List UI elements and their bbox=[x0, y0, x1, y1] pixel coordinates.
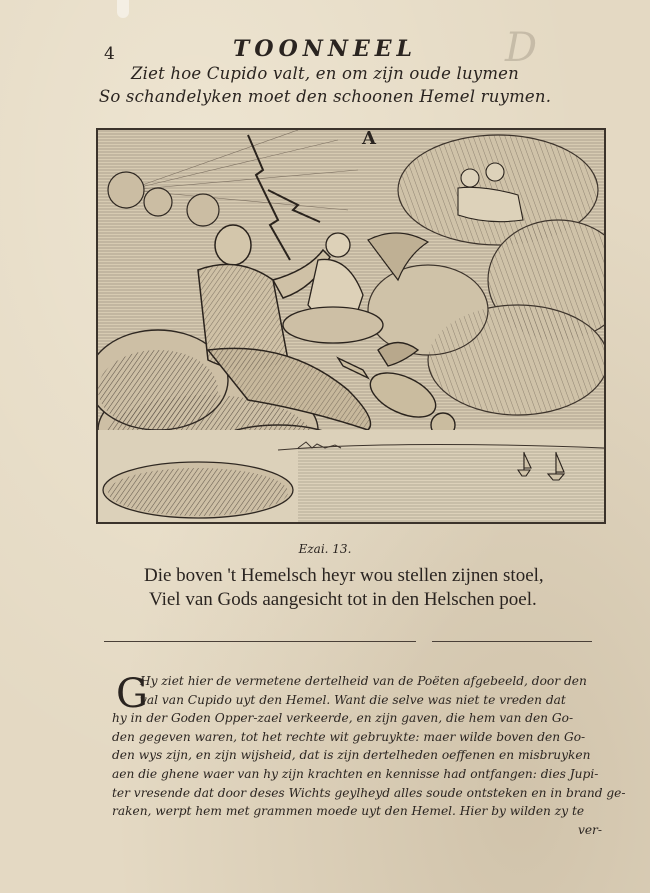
paper-tear bbox=[117, 0, 129, 18]
divider-rule-right bbox=[432, 641, 592, 642]
verse-line-1: Die boven 't Hemelsch heyr wou stellen zijnen stoel, bbox=[144, 565, 544, 586]
motto-line-1: Ziet hoe Cupido valt, en om zijn oude luymen bbox=[131, 64, 519, 83]
bleed-through-lower bbox=[380, 520, 640, 610]
commentary-line: den wys zijn, en zijn wijsheid, dat is zijn dertelheden oeffenen en misbruyken bbox=[112, 748, 591, 763]
engraving-illustration bbox=[98, 130, 604, 522]
commentary-line: aen die ghene waer van hy zijn krachten en kennisse had ontfangen: dies Jupi- bbox=[112, 766, 599, 781]
running-title: TOONNEEL bbox=[233, 36, 417, 62]
scripture-reference: Ezai. 13. bbox=[298, 542, 352, 556]
commentary-line: Hy ziet hier de vermetene dertelheid van de Poëten afgebeeld, door den bbox=[140, 674, 587, 688]
drop-cap: G bbox=[116, 671, 148, 717]
divider-rule-left bbox=[104, 641, 416, 642]
plate-letter: A bbox=[362, 128, 376, 149]
motto-line-2: So schandelyken moet den schoonen Hemel ruymen. bbox=[98, 87, 552, 106]
commentary-line: den gegeven waren, tot het rechte wit gebruykte: maer wilde boven den Go- bbox=[112, 729, 586, 744]
bleed-through-top: D bbox=[505, 25, 538, 71]
commentary-line: hy in der Goden Opper-zael verkeerde, en zijn gaven, die hem van den Go- bbox=[112, 711, 574, 726]
commentary-line: raken, werpt hem met grammen moede uyt den Hemel. Hier by wilden zy te bbox=[112, 804, 585, 819]
verse-line-2: Viel van Gods aangesicht tot in den Helschen poel. bbox=[149, 589, 537, 610]
commentary-catchword: ver- bbox=[577, 822, 602, 837]
commentary-line: val van Cupido uyt den Hemel. Want die selve was niet te vreden dat bbox=[140, 692, 566, 707]
page-number: 4 bbox=[104, 44, 115, 64]
engraving-plate bbox=[96, 128, 606, 524]
commentary-text bbox=[112, 672, 626, 839]
commentary-line: ter vresende dat door deses Wichts geylheyd alles soude ontsteken en in brand ge- bbox=[112, 785, 626, 800]
